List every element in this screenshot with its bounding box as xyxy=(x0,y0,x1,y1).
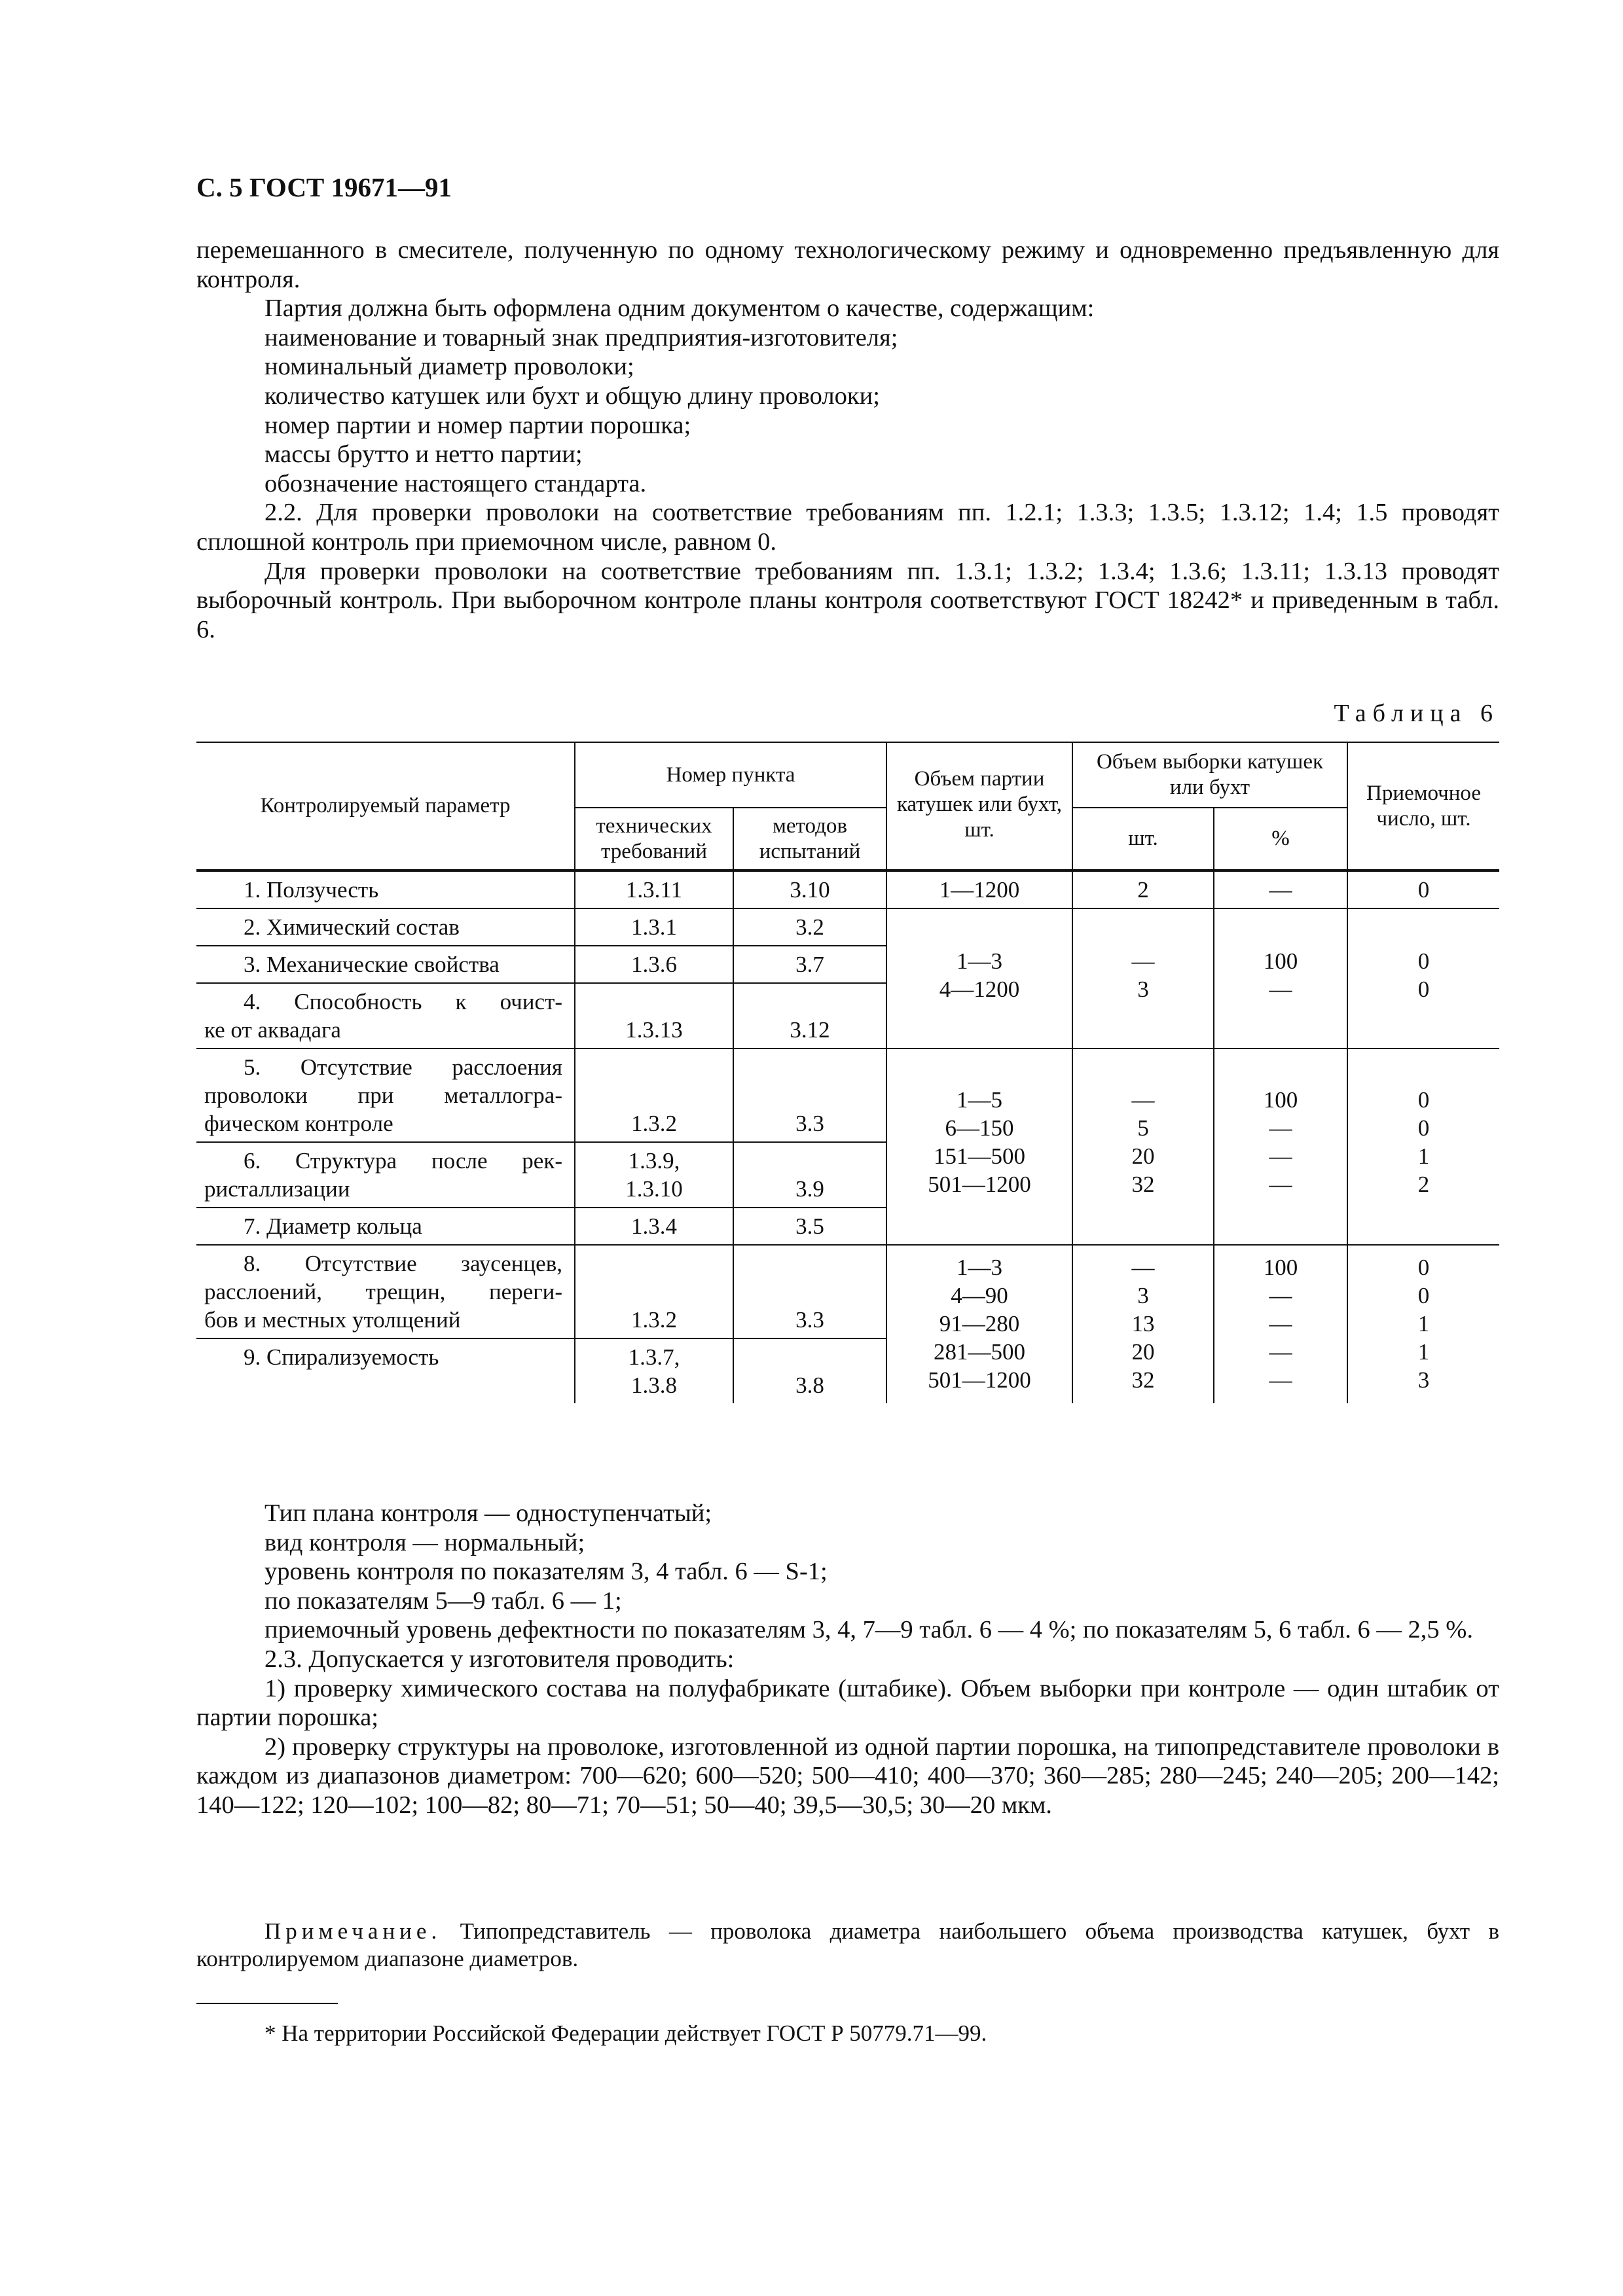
param-cell: 5. Отсутствие расслоения проволоки при металлогра- фическом контроле xyxy=(196,1049,575,1142)
section-heading: 2.3. Допускается у изготовителя проводить: xyxy=(264,1645,735,1673)
tech-cell: 1.3.1 xyxy=(575,908,733,946)
pct-group-2: 100 — — — xyxy=(1214,1049,1347,1245)
col-header-param: Контролируемый параметр xyxy=(196,742,575,870)
intro-text xyxy=(196,236,1499,644)
lot-group-1: 1—3 4—1200 xyxy=(886,908,1072,1049)
page-header: С. 5 ГОСТ 19671—91 xyxy=(196,172,452,202)
pcs-cell: 2 xyxy=(1072,870,1214,908)
pct-cell: — xyxy=(1214,870,1347,908)
param-cell: 4. Способность к очист- ке от аквадага xyxy=(196,983,575,1049)
param-cell: 8. Отсутствие заусенцев, расслоений, трещин, переги- бов и местных утолщений xyxy=(196,1245,575,1338)
method-cell: 3.12 xyxy=(733,983,886,1049)
acc-cell: 0 xyxy=(1347,870,1499,908)
list-item: обозначение настоящего стандарта. xyxy=(264,469,647,497)
acc-group-1: 0 0 xyxy=(1347,908,1499,1049)
col-header-pct: % xyxy=(1214,808,1347,870)
paragraph: перемешанного в смесителе, полученную по одному технологическому режиму и одновременно предъявленную для контроля. xyxy=(196,236,1499,293)
note xyxy=(196,1918,1499,1973)
list-item: по показателям 5—9 табл. 6 — 1; xyxy=(264,1587,622,1615)
param-cell: 1. Ползучесть xyxy=(196,870,575,908)
param-cell: 2. Химический состав xyxy=(196,908,575,946)
paragraph: 2.2. Для проверки проволоки на соответствие требованиям пп. 1.2.1; 1.3.3; 1.3.5; 1.3.12; 1.4; 1.5 проводят сплошной контроль при приемочном числе, равном 0. xyxy=(196,499,1499,556)
table-row xyxy=(196,908,1499,946)
lot-group-2: 1—5 6—150 151—500 501—1200 xyxy=(886,1049,1072,1245)
list-item: номер партии и номер партии порошка; xyxy=(264,411,691,439)
after-table-text xyxy=(196,1499,1499,1820)
method-cell: 3.8 xyxy=(733,1338,886,1403)
col-header-tech: технических требований xyxy=(575,808,733,870)
paragraph: приемочный уровень дефектности по показателям 3, 4, 7—9 табл. 6 — 4 %; по показателям 5, 6 табл. 6 — 2,5 %. xyxy=(264,1616,1473,1644)
paragraph: 1) проверку химического состава на полуфабрикате (штабике). Объем выборки при контроле — один штабик от партии порошка; xyxy=(196,1674,1499,1732)
tech-cell: 1.3.9, 1.3.10 xyxy=(575,1142,733,1208)
tech-cell: 1.3.7, 1.3.8 xyxy=(575,1338,733,1403)
list-item: наименование и товарный знак предприятия-изготовителя; xyxy=(264,323,898,351)
tech-cell: 1.3.4 xyxy=(575,1208,733,1245)
method-cell: 3.10 xyxy=(733,870,886,908)
list-item: Тип плана контроля — одноступенчатый; xyxy=(264,1499,712,1527)
pcs-group-2: — 5 20 32 xyxy=(1072,1049,1214,1245)
table-row xyxy=(196,1049,1499,1142)
table-6 xyxy=(196,742,1499,1403)
table-row xyxy=(196,1245,1499,1338)
param-cell: 3. Механические свойства xyxy=(196,946,575,983)
table-row xyxy=(196,870,1499,908)
table-caption: Таблица 6 xyxy=(1334,700,1499,727)
paragraph: Для проверки проволоки на соответствие требованиям пп. 1.3.1; 1.3.2; 1.3.4; 1.3.6; 1.3.11; 1.3.13 проводят выборочный контроль. При выборочном контроле планы контроля соответствуют ГОСТ 18242* и приведенным в табл. 6. xyxy=(196,557,1499,643)
footnote: * На территории Российской Федерации действует ГОСТ Р 50779.71—99. xyxy=(264,2020,987,2046)
tech-cell: 1.3.11 xyxy=(575,870,733,908)
note-text: Типопредставитель — проволока диаметра наибольшего объема производства катушек, бухт в контролируемом диапазоне диаметров. xyxy=(196,1918,1499,1971)
col-header-lot-volume: Объем партии катушек или бухт, шт. xyxy=(886,742,1072,870)
footnote-divider xyxy=(196,2003,338,2004)
method-cell: 3.3 xyxy=(733,1049,886,1142)
tech-cell: 1.3.13 xyxy=(575,983,733,1049)
col-header-pcs: шт. xyxy=(1072,808,1214,870)
note-label: Примечание. xyxy=(264,1918,442,1944)
pct-group-1: 100 — xyxy=(1214,908,1347,1049)
col-header-sample-volume: Объем выборки катушек или бухт xyxy=(1072,742,1347,808)
tech-cell: 1.3.2 xyxy=(575,1245,733,1338)
paragraph: 2) проверку структуры на проволоке, изготовленной из одной партии порошка, на типопредставителе проволоки в каждом из диапазонов диаметром: 700—620; 600—520; 500—410; 400—370; 360—285; 280—245; 240—205; 200—142; 140—122; 120—102; 100—82; 80—71; 70—51; 50—40; 39,5—30,5; 30—20 мкм. xyxy=(196,1732,1499,1819)
param-cell: 7. Диаметр кольца xyxy=(196,1208,575,1245)
method-cell: 3.2 xyxy=(733,908,886,946)
lot-group-3: 1—3 4—90 91—280 281—500 501—1200 xyxy=(886,1245,1072,1403)
param-cell: 9. Спирализуемость xyxy=(196,1338,575,1403)
pcs-group-3: — 3 13 20 32 xyxy=(1072,1245,1214,1403)
col-header-methods: методов испытаний xyxy=(733,808,886,870)
method-cell: 3.5 xyxy=(733,1208,886,1245)
tech-cell: 1.3.2 xyxy=(575,1049,733,1142)
acc-group-3: 0 0 1 1 3 xyxy=(1347,1245,1499,1403)
acc-group-2: 0 0 1 2 xyxy=(1347,1049,1499,1245)
col-header-acceptance: Приемочное число, шт. xyxy=(1347,742,1499,870)
param-cell: 6. Структура после рек- ристаллизации xyxy=(196,1142,575,1208)
paragraph: Партия должна быть оформлена одним документом о качестве, содержащим: xyxy=(264,295,1095,323)
method-cell: 3.3 xyxy=(733,1245,886,1338)
list-item: номинальный диаметр проволоки; xyxy=(264,353,634,381)
method-cell: 3.9 xyxy=(733,1142,886,1208)
lot-cell: 1—1200 xyxy=(886,870,1072,908)
list-item: уровень контроля по показателям 3, 4 табл. 6 — S-1; xyxy=(264,1558,828,1586)
pct-group-3: 100 — — — — xyxy=(1214,1245,1347,1403)
tech-cell: 1.3.6 xyxy=(575,946,733,983)
list-item: массы брутто и нетто партии; xyxy=(264,440,583,469)
list-item: количество катушек или бухт и общую длину проволоки; xyxy=(264,382,880,410)
pcs-group-1: — 3 xyxy=(1072,908,1214,1049)
col-header-item-no: Номер пункта xyxy=(575,742,886,808)
method-cell: 3.7 xyxy=(733,946,886,983)
list-item: вид контроля — нормальный; xyxy=(264,1528,585,1556)
